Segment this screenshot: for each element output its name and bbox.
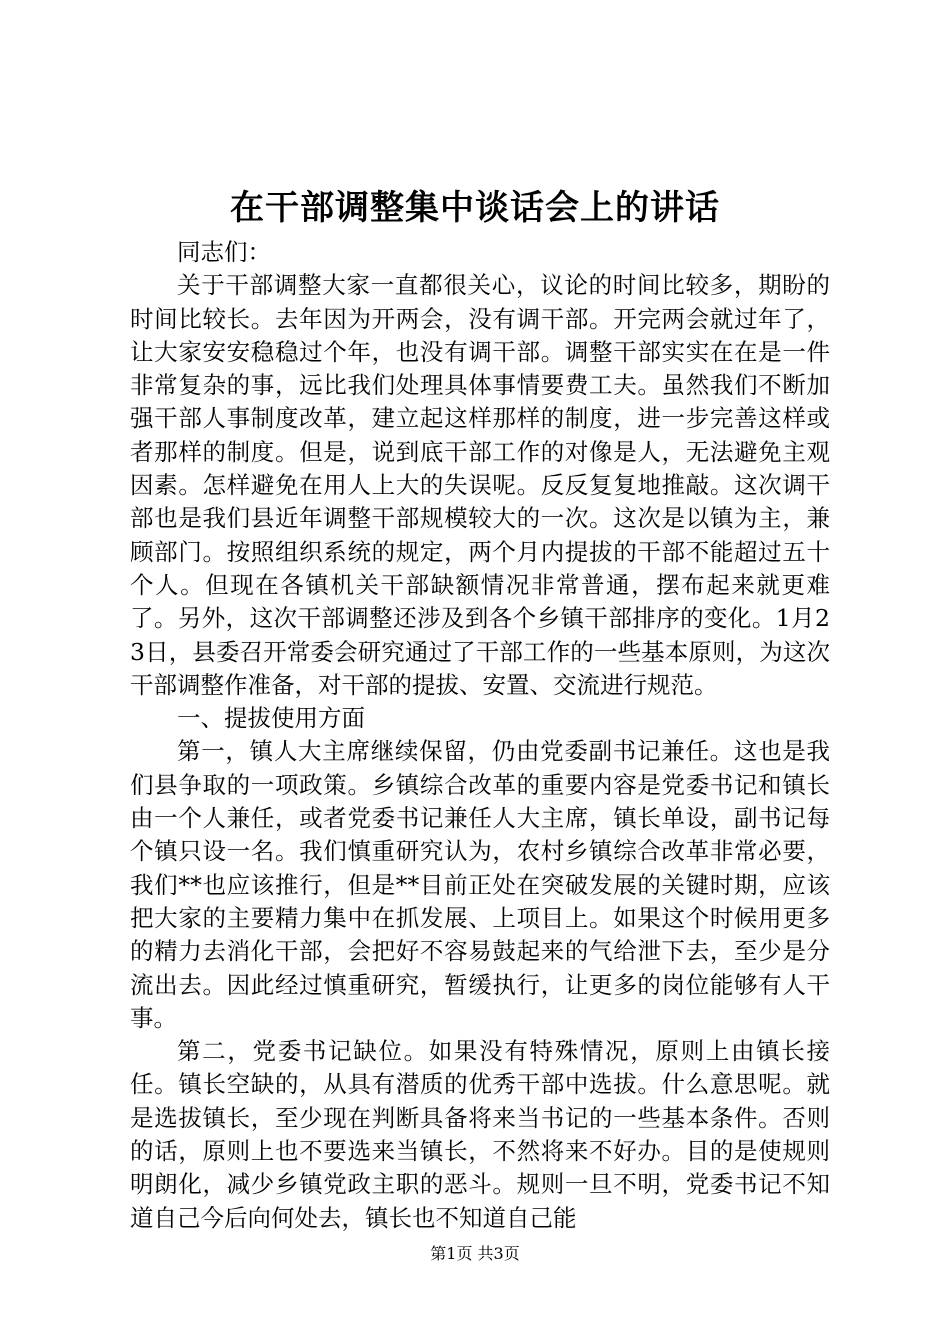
document-title: 在干部调整集中谈话会上的讲话 bbox=[230, 188, 720, 228]
page-footer: 第1页 共3页 bbox=[430, 1244, 520, 1263]
point-one-paragraph: 第一，镇人大主席继续保留，仍由党委副书记兼任。这也是我们县争取的一项政策。乡镇综合改革的重要内容是党委书记和镇长由一个人兼任，或者党委书记兼任人大主席，镇长单设，副书记每个镇只设一名。我们慎重研究认为，农村乡镇综合改革非常必要，我们**也应该推行，但是**目前正处在突破发展的关键时期，应该把大家的主要精力集中在抓发展、上项目上。如果这个时候用更多的精力去消化干部，会把好不容易鼓起来的气给泄下去，至少是分流出去。因此经过慎重研究，暂缓执行，让更多的岗位能够有人干事。 bbox=[130, 737, 830, 1032]
intro-paragraph: 关于干部调整大家一直都很关心，议论的时间比较多，期盼的时间比较长。去年因为开两会，没有调干部。开完两会就过年了，让大家安安稳稳过个年，也没有调干部。调整干部实实在在是一件非常复杂的事，远比我们处理具体事情要费工夫。虽然我们不断加强干部人事制度改革，建立起这样那样的制度，进一步完善这样或者那样的制度。但是，说到底干部工作的对像是人，无法避免主观因素。怎样避免在用人上大的失误呢。反反复复地推敲。这次调干部也是我们县近年调整干部规模较大的一次。这次是以镇为主，兼顾部门。按照组织系统的规定，两个月内提拔的干部不能超过五十个人。但现在各镇机关干部缺额情况非常普通，摆布起来就更难了。另外，这次干部调整还涉及到各个乡镇干部排序的变化。1月23日，县委召开常委会研究通过了干部工作的一些基本原则，为这次干部调整作准备，对干部的提拔、安置、交流进行规范。 bbox=[130, 271, 830, 699]
salutation-paragraph: 同志们： bbox=[177, 238, 271, 266]
point-two-paragraph: 第二，党委书记缺位。如果没有特殊情况，原则上由镇长接任。镇长空缺的，从具有潜质的优秀干部中选拔。什么意思呢。就是选拔镇长，至少现在判断具备将来当书记的一些基本条件。否则的话，原则上也不要选来当镇长，不然将来不好办。目的是使规则明朗化，减少乡镇党政主职的恶斗。规则一旦不明，党委书记不知道自己今后向何处去，镇长也不知道自己能 bbox=[130, 1037, 830, 1232]
section-heading: 一、提拔使用方面 bbox=[177, 704, 365, 733]
document-body bbox=[130, 236, 830, 1235]
